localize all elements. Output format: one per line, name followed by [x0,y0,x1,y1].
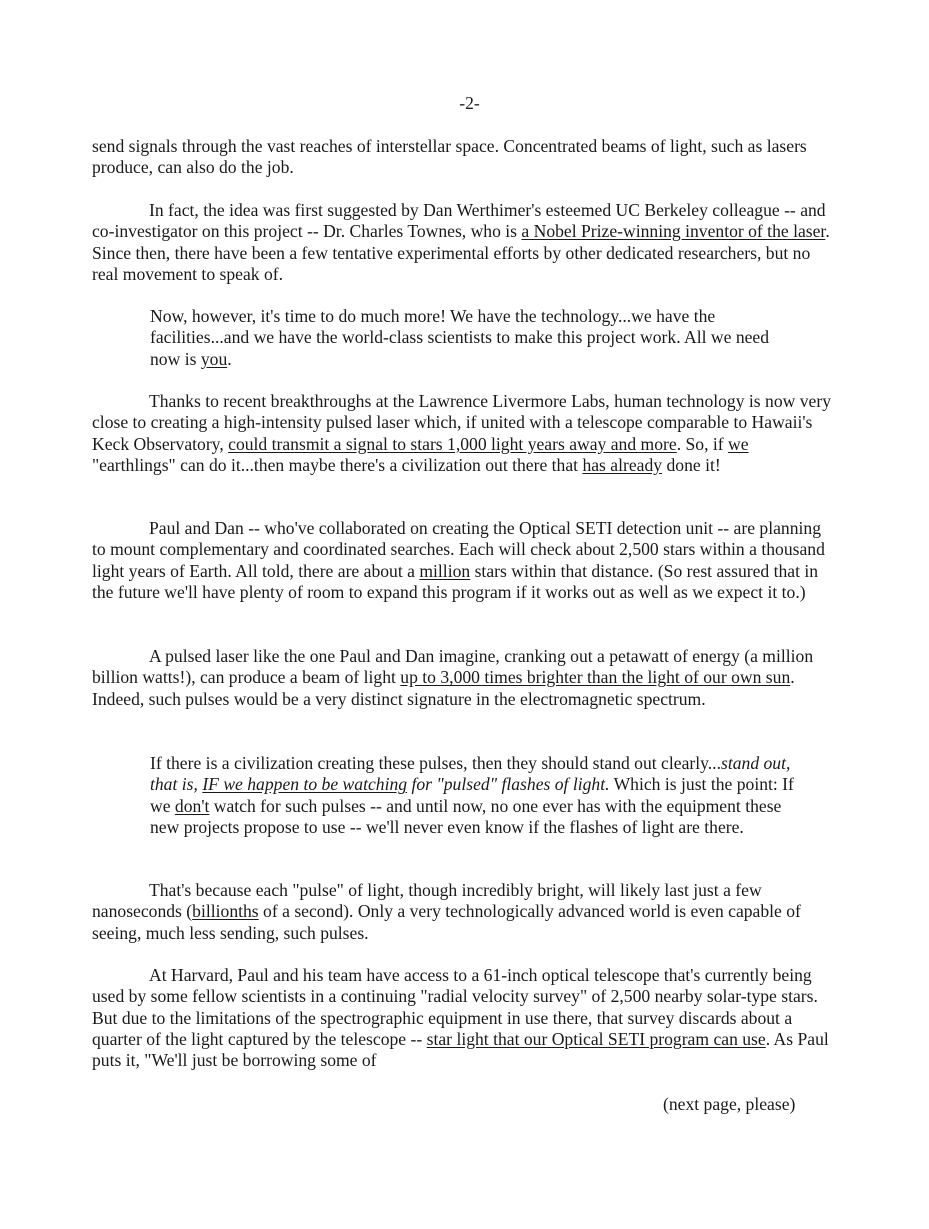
italic-text: stand out, that is, [150,753,791,795]
text-run: At Harvard, Paul and his team have access to a 61-inch optical telescope that's currently being used by some fellow scientists in a continuing "radial velocity survey" of 2,500 nearby solar-type stars. But due to the limitations of the spectrographic equipment in use there, that survey discards about a quarter of the light captured by the telescope -- [92,965,818,1049]
text-run: Thanks to recent breakthroughs at the Lawrence Livermore Labs, human technology is now very close to creating a high-intensity pulsed laser which, if united with a telescope comparable to Hawaii's Keck Observatory, [92,391,832,454]
text-run: Which is just the point: If we [150,774,794,816]
text-run: If there is a civilization creating these pulses, then they should stand out clearly... [150,753,721,773]
paragraph-petawatt-laser [92,646,834,710]
text-run: That's because each "pulse" of light, though incredibly bright, will likely last just a few nanoseconds ( [92,880,762,922]
text-run: In fact, the idea was first suggested by Dan Werthimer's esteemed UC Berkeley colleague -- and co-investigator on this project -- Dr. Charles Townes, who is [92,200,826,242]
page-number: -2- [459,93,480,113]
text-run: A pulsed laser like the one Paul and Dan imagine, cranking out a petawatt of energy (a million billion watts!), can produce a beam of light [92,646,814,688]
text-run: watch for such pulses -- and until now, no one ever has with the equipment these new projects propose to use -- we'll never even know if the flashes of light are there. [150,795,782,837]
paragraph-livermore-laser [92,391,834,476]
text-run: stars within that distance. (So rest assured that in the future we'll have plenty of room to expand this program if it works out as well as we expect it to.) [92,560,819,602]
underlined-text: you [200,348,228,369]
text-run: Now, however, it's time to do much more! We have the technology...we have the facilities...and we have the world-class scientists to make this project work. All we need now is [150,306,770,369]
underlined-text: could transmit a signal to stars 1,000 light years away and more [228,433,677,454]
underlined-text: billionths [192,901,259,922]
text-run: . So, if [676,433,729,454]
text-run: "earthlings" can do it...then maybe there's a civilization out there that [92,454,583,475]
italic-text: for "pulsed" flashes of light. [407,774,610,795]
underlined-text: up to 3,000 times brighter than the light of our own sun [400,667,791,688]
text-run: . Indeed, such pulses would be a very distinct signature in the electromagnetic spectrum. [92,667,795,709]
text-run: . [227,348,232,369]
text-run: . As Paul puts it, "We'll just be borrowing some of [92,1028,829,1071]
text-run: of a second). Only a very technologically advanced world is even capable of seeing, much less sending, such pulses. [92,901,801,943]
text-run: send signals through the vast reaches of interstellar space. Concentrated beams of light, such as lasers produce, can also do the job. [92,136,807,178]
underlined-text: star light that our Optical SETI program can use [426,1028,766,1049]
paragraph-time-to-do-more [150,306,800,370]
paragraph-interstellar-signals [92,136,834,179]
paragraph-harvard-telescope [92,965,834,1071]
underlined-text: a Nobel Prize-winning inventor of the laser [521,221,826,242]
continuation-note: (next page, please) [663,1094,796,1114]
text-run: done it! [662,454,721,475]
underlined-text: has already [582,454,663,475]
text-run: . Since then, there have been a few tentative experimental efforts by other dedicated researchers, but no real movement to speak of. [92,221,830,284]
text-run: Paul and Dan -- who've collaborated on creating the Optical SETI detection unit -- are planning to mount complementary and coordinated searches. Each will check about 2,500 stars within a thousand light years of Earth. All told, there are about a [92,518,825,581]
paragraph-nanoseconds [92,880,834,944]
paragraph-coordinated-searches [92,518,834,603]
underlined-text: don't [174,795,210,816]
paragraph-townes-idea [92,200,834,285]
italic-underlined-text: IF we happen to be watching [202,774,408,795]
underlined-text: million [419,560,471,581]
paragraph-watching-for-pulses [150,753,800,838]
underlined-text: we [728,433,749,454]
